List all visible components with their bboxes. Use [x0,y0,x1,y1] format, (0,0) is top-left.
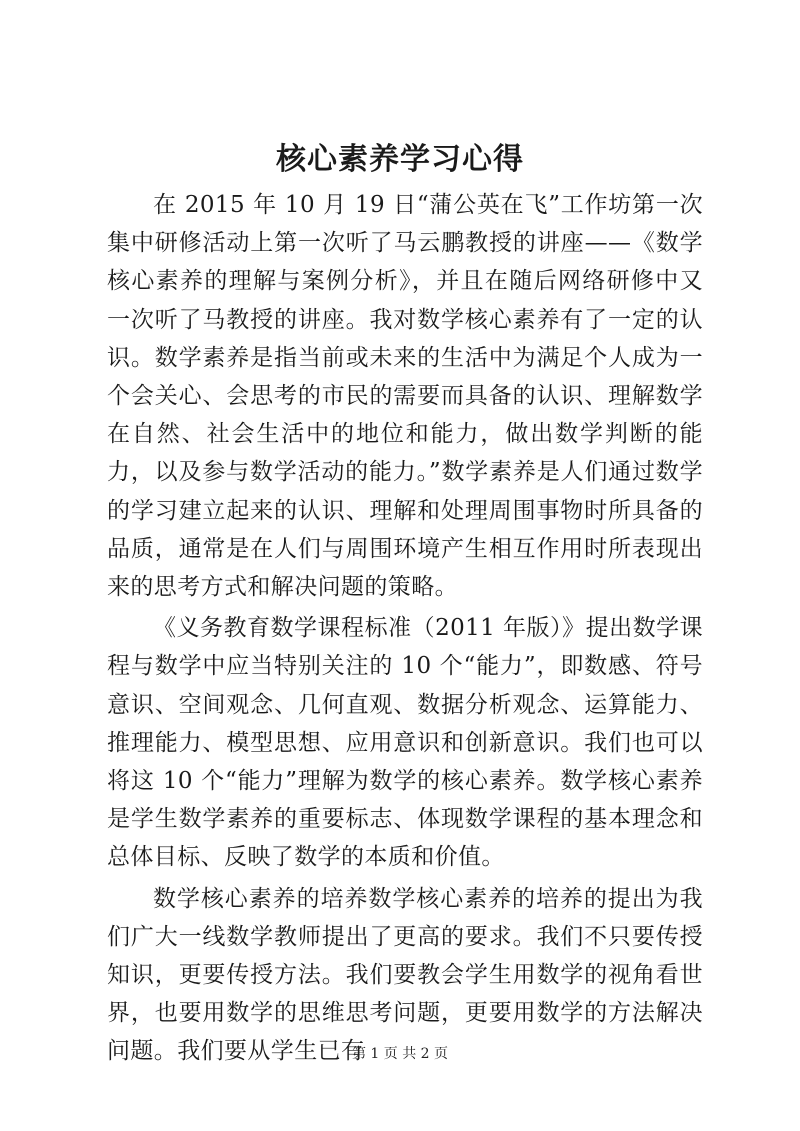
paragraph-1: 在 2015 年 10 月 19 日“蒲公英在飞”工作坊第一次集中研修活动上第一次听了马云鹏教授的讲座——《数学核心素养的理解与案例分析》，并且在随后网络研修中又一次听了马教授的讲座。我对数学核心素养有了一定的认识。数学素养是指当前或未来的生活中为满足个人成为一个会关心、会思考的市民的需要而具备的认识、理解数学在自然、社会生活中的地位和能力，做出数学判断的能力，以及参与数学活动的能力。”数学素养是人们通过数学的学习建立起来的认识、理解和处理周围事物时所具备的品质，通常是在人们与周围环境产生相互作用时所表现出来的思考方式和解决问题的策略。 [107,192,703,601]
page-footer: 第 1 页 共 2 页 [351,1046,449,1062]
document-body [107,186,703,1071]
paragraph-2: 《义务教育数学课程标准（2011 年版）》提出数学课程与数学中应当特别关注的 10 个“能力”，即数感、符号意识、空间观念、几何直观、数据分析观念、运算能力、推理能力、模型思想、应用意识和创新意识。我们也可以将这 10 个“能力”理解为数学的核心素养。数学核心素养是学生数学素养的重要标志、体现数学课程的基本理念和总体目标、反映了数学的本质和价值。 [107,615,703,871]
paragraph-3: 数学核心素养的培养数学核心素养的培养的提出为我们广大一线数学教师提出了更高的要求。我们不只要传授知识，更要传授方法。我们要教会学生用数学的视角看世界，也要用数学的思维思考问题，更要用数学的方法解决问题。我们要从学生已有 [107,885,703,1065]
document-title: 核心素养学习心得 [276,142,524,177]
